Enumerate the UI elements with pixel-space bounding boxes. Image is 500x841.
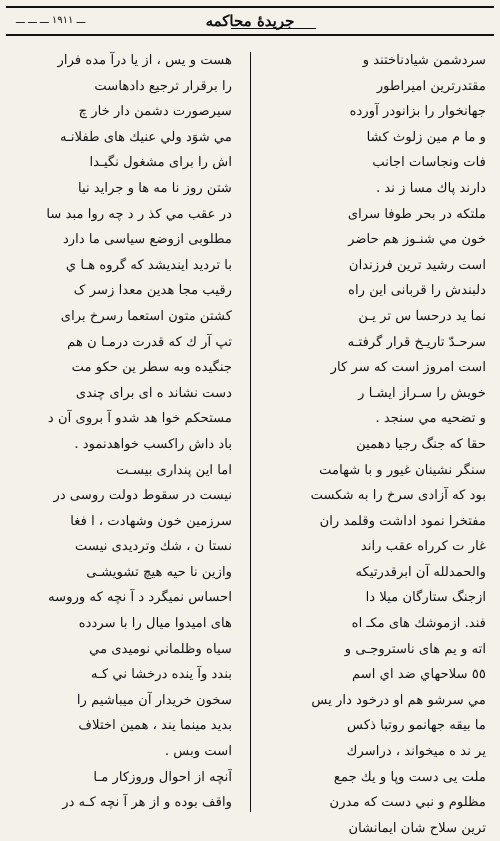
text-line: تپ آر ك كه قدرت درمـا ن هم — [67, 334, 232, 350]
text-line: نيست در سقوط دولت روسی در — [53, 488, 232, 504]
text-line: نستا ن ، شك وترديدى نيست — [75, 539, 232, 555]
masthead-underline — [231, 28, 316, 29]
text-line: است وبس . — [164, 744, 232, 760]
text-line: اما اين پندارى بيسـت — [116, 462, 232, 478]
text-line: سرزمين خون وشهادت ، ا فغا — [70, 513, 232, 529]
text-line: ملتكه در بحر طوفا سراى — [347, 206, 486, 222]
text-line: و تضحيه مي سنجد . — [375, 411, 486, 427]
text-line: دست نشاند ه اى براى چندى — [75, 385, 232, 401]
text-line: ملت يی دست وپا و يك جمع — [333, 769, 486, 785]
text-line: ترين سلاح شان ايمانشان — [348, 820, 486, 836]
text-line: دارند پاك مسا ز ند . — [375, 180, 486, 196]
text-line: است رشيد ترين فرزندان — [348, 257, 486, 273]
text-line: فات ونجاسات اجانب — [372, 155, 486, 171]
text-line: سياه وظلماني نومیدی مي — [89, 641, 232, 657]
text-line: واقف بوده و از هر آ نچه كـه در — [62, 795, 232, 811]
text-line: سيرصورت دشمن دار خار چ — [78, 104, 232, 120]
header-bottom-rule — [6, 34, 494, 36]
text-line: سردشمن شيادناختند و — [362, 53, 486, 68]
text-line: مي شوَد ولي عنيك هاى طفلانـه — [59, 129, 232, 145]
text-line: مظلوم و نبي دست كه مدرن — [329, 795, 486, 811]
text-line: خون مي شنـوز هم حاضر — [348, 232, 486, 248]
text-line: دلبندش را قربانی اين راه — [348, 283, 486, 299]
text-line: سنگر نشينان غيور و با شهامت — [319, 462, 486, 478]
text-line: مفتخرا نمود اداشت وقلمد ران — [319, 513, 486, 529]
page-header — [6, 6, 494, 36]
text-line: با ترديد اينديشد كه گروه هـا ي — [65, 257, 232, 273]
text-line: بود كه آزادى سرخ را به شكست — [310, 488, 486, 504]
text-line: بديد مينما يند ، همين اختلاف — [78, 718, 232, 734]
masthead-title: جريدهٔ محاكمه — [205, 12, 295, 30]
text-line: هاى اميدوا ميال را با سردده — [78, 616, 232, 632]
text-line: ازجنگ ستارگان ميلا دا — [365, 590, 486, 606]
column-divider — [250, 52, 251, 812]
text-line: اته و يم هاى ناستروجـی و — [344, 641, 486, 657]
text-line: خويش را سـراز ايشـا ر — [358, 385, 486, 401]
text-line: آنچه از احوال وروزكار مـا — [93, 769, 232, 785]
text-line: ٥٥ سلاحهاي ضد اي اسم — [351, 667, 486, 683]
text-line: شتن روز نا مه ها و جرايد نيا — [77, 180, 232, 196]
text-line: احساس نميگرد د آ نچه که وروسه — [48, 590, 232, 606]
text-line: و ما م مين زلوث كشا — [366, 129, 486, 145]
text-line: مقتدرترين اميراطور — [376, 78, 486, 94]
text-line: سخون خريدار آن ميباشيم را — [76, 692, 232, 708]
text-line: ير ند ه ميخواند ، دراسرك — [346, 744, 486, 760]
text-line: جنگيده وبه سطر ين حكو مت — [71, 360, 232, 376]
text-line: مي سرشو هم او درخود دار يس — [311, 692, 486, 708]
text-line: اش را براى مشغول نگيـدا — [89, 155, 232, 171]
text-line: بندد وآ ينده درخشا ني كـه — [91, 667, 232, 683]
text-line: مستحكم خوا هد شدو آ بروى آن د — [47, 411, 232, 427]
text-line: سرحـدّ تاريـخ قرار گرفتـه — [347, 334, 486, 350]
article-column-left — [6, 44, 242, 820]
text-line: فند. ازموشك هاى مكـ اه — [351, 616, 486, 632]
text-line: وازين نا حيه هيچ تشويشـى — [86, 564, 232, 580]
text-line: والحمدلله آن ابرقدرتيكه — [355, 564, 486, 580]
text-line: رقيب مجا هدين معدا زسر ک — [73, 283, 232, 299]
text-line: باد داش راكسب خواهدنمود . — [74, 436, 232, 452]
text-line: در عقب مي كذ ر د چه روا مبد سا — [46, 206, 232, 222]
text-line: را برقرار ترجيع دادهاست — [94, 78, 232, 94]
header-date: ـــ ١٩١١ ـــ ـــ ـــ — [16, 15, 86, 26]
text-line: غار ت كرراه عقب راند — [360, 539, 486, 555]
text-line: ما بيقه جهانمو روتبا ذكس — [347, 718, 486, 734]
text-line: كشتن متون استعما رسرخ براى — [60, 308, 232, 324]
article-columns — [6, 44, 494, 836]
header-top-rule — [6, 6, 494, 8]
text-line: جهانخوار را بزانودر آورده — [349, 104, 486, 120]
article-column-right — [259, 44, 494, 836]
text-line: مطلوبی ازوضع سياسی ما دارد — [62, 232, 232, 248]
text-line: است امروز است که سر کار — [330, 360, 486, 376]
text-line: حقا كه جنگ رجيا دهمين — [356, 436, 486, 452]
text-line: هست و يس ، از يا درآ مده فرار — [57, 53, 232, 68]
text-line: نما يد درحسا س تر يـن — [358, 308, 486, 324]
